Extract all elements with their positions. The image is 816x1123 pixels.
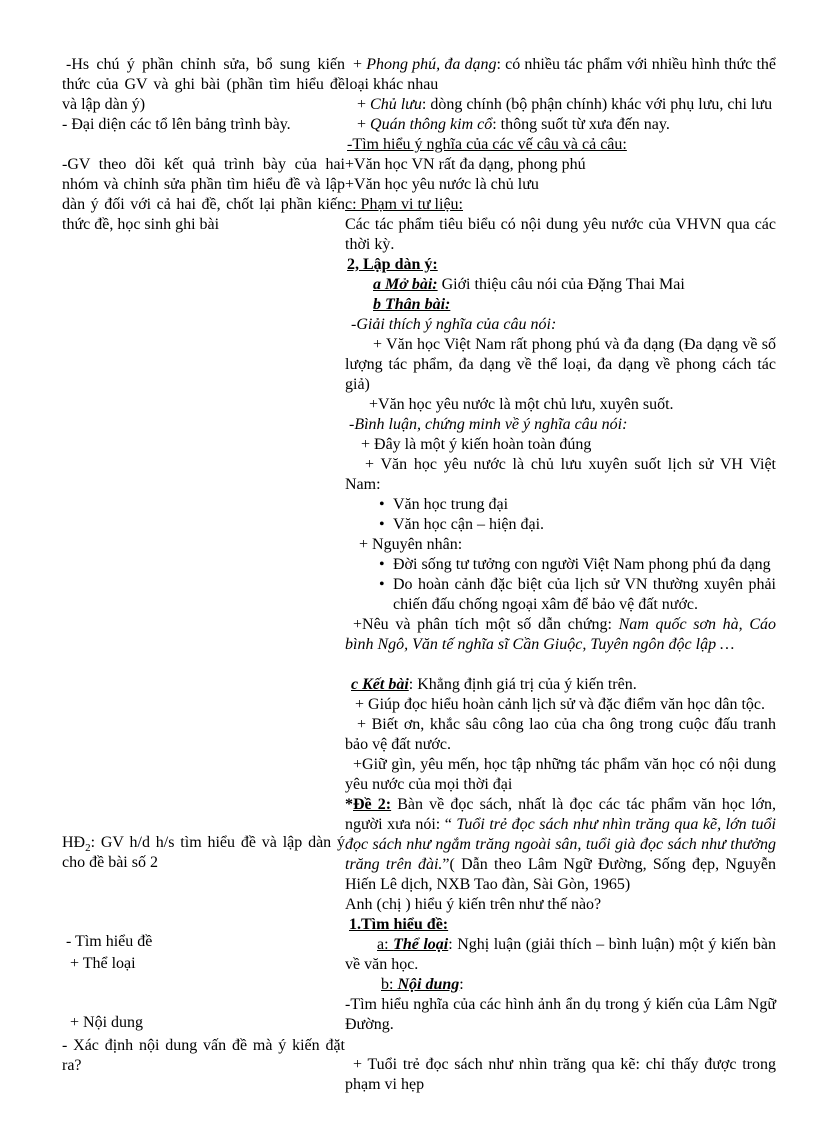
para-van-hoc-yeu-nuoc: +Văn học yêu nước là chủ lưu — [345, 176, 539, 193]
heading-ket-bai: c Kết bài — [351, 676, 409, 693]
para-cau-hoi: Anh (chị ) hiểu ý kiến trên như thế nào? — [345, 896, 602, 913]
para-quan-thong — [345, 115, 776, 135]
hd2-label: HĐ — [62, 834, 86, 851]
definition-text: : có nhiều tác phẩm với nhiều hình thức thể loại khác nhau — [345, 56, 776, 93]
de-2-quote: Tuổi trẻ đọc sách như nhìn trăng qua kẽ, lớn tuổi đọc sách như ngắm trăng ngoài sân, tuổi già đọc sách như thưởng trăng trên đài. — [345, 816, 777, 873]
para-giai-thich: -Giải thích ý nghĩa của câu nói: — [351, 316, 557, 333]
term-quan-thong: Quán thông kim cổ — [370, 116, 493, 133]
noi-dung-colon: : — [459, 976, 464, 993]
heading-the-loai: Thể loại — [393, 936, 449, 953]
para-hd2 — [62, 833, 345, 873]
bullet-text: Văn học cận – hiện đại. — [393, 516, 545, 533]
bullet-van-hoc-trung-dai — [345, 495, 776, 515]
para-y-kien-dung: + Đây là một ý kiến hoàn toàn đúng — [361, 436, 592, 453]
plus-sign: + — [357, 96, 371, 113]
bullet-hoan-canh — [345, 575, 776, 615]
para-the-loai: + Thể loại — [70, 955, 136, 972]
bullet-icon: • — [379, 516, 385, 533]
de-2-lead: Bàn về đọc sách, nhất là đọc các tác phẩm văn học lớn, người xưa nói: “ — [345, 796, 777, 833]
heading-tim-hieu-de: 1.Tìm hiểu đề: — [349, 916, 449, 933]
para-dai-dien: - Đại diện các tổ lên bảng trình bày. — [62, 116, 291, 133]
para-gv-theo-doi: -GV theo dõi kết quả trình bày của hai nhóm và chỉnh sửa phần tìm hiểu đề và lập dàn ý đối với cả hai đề, chốt lại phần kiến thức đề, học sinh ghi bài — [62, 156, 345, 233]
than-bai-label: b Thân bài: — [373, 296, 451, 313]
term-chu-luu: Chủ lưu — [370, 96, 422, 113]
para-hs-chu-y: -Hs chú ý phần chỉnh sửa, bổ sung kiến thức của GV và ghi bài (phần tìm hiểu đề và lập dàn ý) — [62, 56, 345, 113]
definition-text: : thông suốt từ xưa đến nay. — [492, 116, 670, 133]
para-dan-chung — [345, 615, 776, 655]
para-ket-bai — [345, 675, 776, 695]
dan-chung-lead: +Nêu và phân tích một số dẫn chứng: — [353, 616, 619, 633]
heading-tim-hieu-y-nghia: -Tìm hiểu ý nghĩa của các vế câu và cả câu: — [347, 136, 627, 153]
dan-chung-works: Nam quốc sơn hà, Cáo bình Ngô, Văn tế nghĩa sĩ Cần Giuộc, Tuyên ngôn độc lập … — [345, 616, 776, 653]
right-column — [345, 55, 776, 1095]
para-phong-phu — [345, 55, 776, 95]
heading-noi-dung: Nội dung — [397, 976, 460, 993]
para-giup-doc-hieu: + Giúp đọc hiểu hoàn cảnh lịch sử và đặc điểm văn học dân tộc. — [355, 696, 766, 713]
plus-sign: + — [353, 56, 367, 73]
bullet-text: Do hoàn cảnh đặc biệt của lịch sử VN thường xuyên phải chiến đấu chống ngoại xâm để bảo vệ đất nước. — [393, 576, 776, 613]
para-binh-luan: -Bình luận, chứng minh về ý nghĩa câu nói: — [349, 416, 628, 433]
hd2-text: : GV h/d h/s tìm hiểu đề và lập dàn ý cho đề bài số 2 — [62, 834, 345, 871]
heading-de-2: Đề 2: — [353, 796, 392, 813]
heading-lap-dan-y: 2, Lập dàn ý: — [347, 256, 438, 273]
the-loai-letter: a: — [377, 936, 394, 953]
term-phong-phu: Phong phú, đa dạng — [366, 56, 497, 73]
heading-than-bai — [345, 295, 776, 315]
ket-bai-text: : Khẳng định giá trị của ý kiến trên. — [408, 676, 637, 693]
para-van-hoc-vn: +Văn học VN rất đa dạng, phong phú — [345, 156, 586, 173]
bullet-text: Văn học trung đại — [393, 496, 509, 513]
hd2-subscript: 2 — [85, 842, 91, 855]
bullet-icon: • — [379, 576, 385, 593]
de-2-star: * — [345, 796, 353, 813]
para-chu-luu — [345, 95, 776, 115]
para-chu-luu-xuyen-suot: + Văn học yêu nước là chủ lưu xuyên suốt lịch sử VH Việt Nam: — [345, 456, 776, 493]
para-vh-chu-luu: +Văn học yêu nước là một chủ lưu, xuyên suốt. — [369, 396, 674, 413]
mo-bai-text: Giới thiệu câu nói của Đặng Thai Mai — [437, 276, 685, 293]
para-xac-dinh: - Xác định nội dung vấn đề mà ý kiến đặt ra? — [62, 1037, 345, 1074]
para-vh-phong-phu: + Văn học Việt Nam rất phong phú và đa dạng (Đa dạng về số lượng tác phẩm, đa dạng về thể loại, đa dạng về phong cách tác giả) — [345, 336, 776, 393]
bullet-text: Đời sống tư tưởng con người Việt Nam phong phú đa dạng — [393, 556, 771, 573]
para-the-loai-2 — [345, 935, 776, 975]
noi-dung-letter: b: — [381, 976, 398, 993]
para-giu-gin: +Giữ gìn, yêu mến, học tập những tác phẩm văn học có nội dung yêu nước của mọi thời đại — [345, 756, 776, 793]
bullet-icon: • — [379, 496, 385, 513]
para-cac-tac-pham: Các tác phẩm tiêu biểu có nội dung yêu nước của VHVN qua các thời kỳ. — [345, 216, 776, 253]
para-tim-hieu-nghia: -Tìm hiểu nghĩa của các hình ảnh ẩn dụ trong ý kiến của Lâm Ngữ Đường. — [345, 996, 776, 1033]
para-de-2 — [345, 795, 776, 895]
para-tuoi-tre: + Tuổi trẻ đọc sách như nhìn trăng qua kẽ: chỉ thấy được trong phạm vi hẹp — [345, 1056, 776, 1093]
heading-mo-bai: a Mở bài: — [373, 276, 438, 293]
bullet-icon: • — [379, 556, 385, 573]
heading-pham-vi-tu-lieu: c: Phạm vi tư liệu: — [345, 196, 463, 213]
left-column — [62, 55, 345, 1076]
definition-text: : dòng chính (bộ phận chính) khác với phụ lưu, chi lưu — [421, 96, 773, 113]
para-biet-on: + Biết ơn, khắc sâu công lao của cha ông trong cuộc đấu tranh bảo vệ đất nước. — [345, 716, 776, 753]
plus-sign: + — [357, 116, 371, 133]
para-nguyen-nhan: + Nguyên nhân: — [359, 536, 463, 553]
bullet-van-hoc-can-hien-dai — [345, 515, 776, 535]
the-loai-text: : Nghị luận (giải thích – bình luận) một ý kiến bàn về văn học. — [345, 936, 777, 973]
de-2-source: ”( Dẫn theo Lâm Ngữ Đường, Sống đẹp, Nguyễn Hiến Lê dịch, NXB Tao đàn, Sài Gòn, 1965) — [345, 856, 776, 893]
para-noi-dung: + Nội dung — [70, 1014, 144, 1031]
para-tim-hieu-de: - Tìm hiểu đề — [66, 933, 153, 950]
para-mo-bai — [345, 275, 776, 295]
heading-noi-dung-2 — [345, 975, 776, 995]
bullet-doi-song — [345, 555, 776, 575]
